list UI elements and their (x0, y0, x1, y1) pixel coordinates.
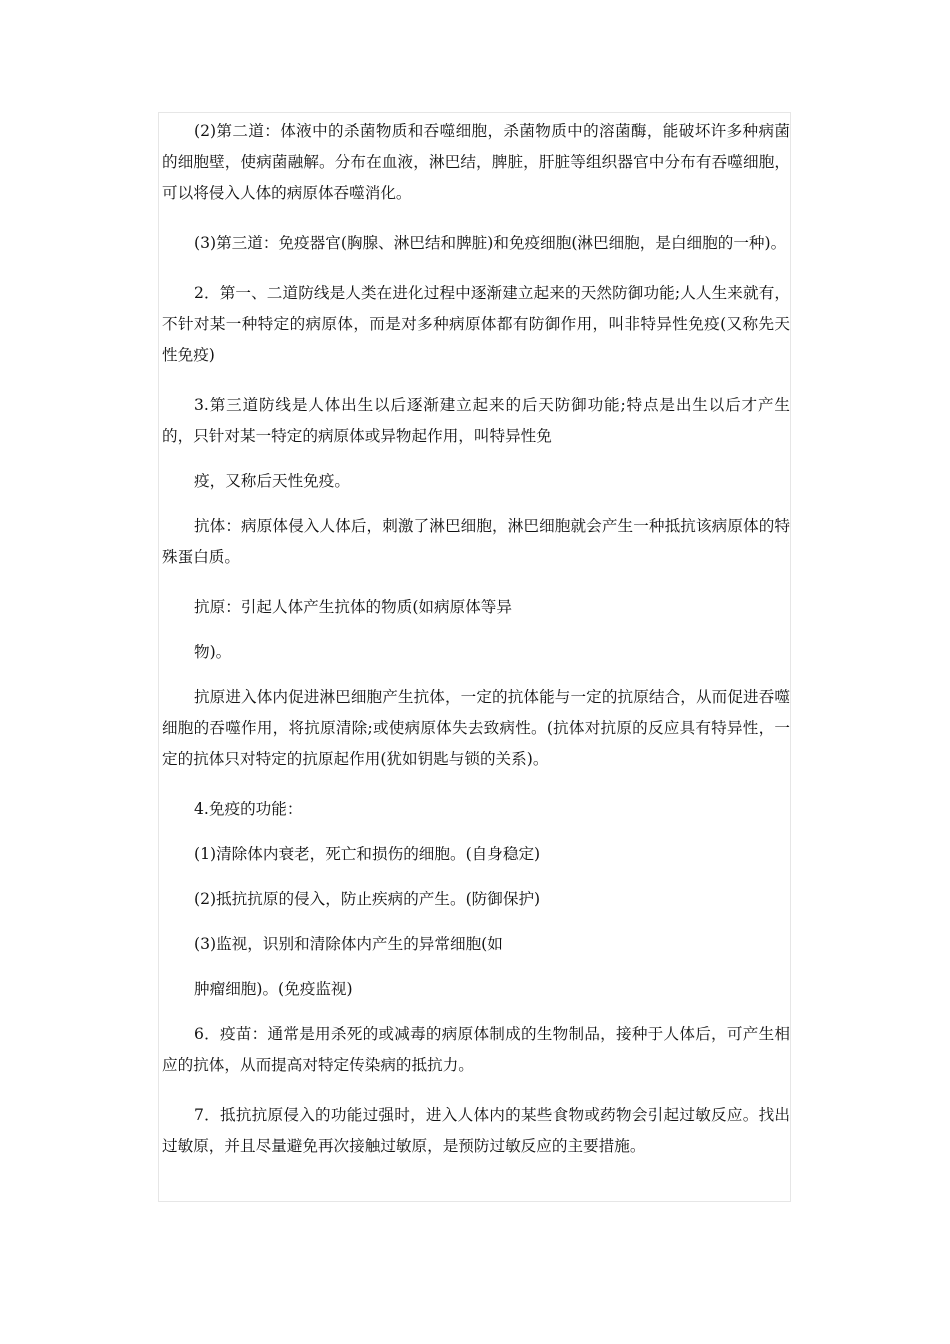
paragraph-antigen: 抗原：引起人体产生抗体的物质(如病原体等异 (194, 598, 512, 616)
paragraph-nonspecific-immunity: 2．第一、二道防线是人类在进化过程中逐渐建立起来的天然防御功能;人人生来就有，不针对某一种特定的病原体，而是对多种病原体都有防御作用，叫非特异性免疫(又称先天性免疫) (162, 284, 790, 364)
paragraph-function-3: (3)监视，识别和清除体内产生的异常细胞(如 (194, 935, 503, 953)
paragraph-specific-immunity-cont: 疫，又称后天性免疫。 (194, 472, 350, 490)
paragraph-function-3-cont: 肿瘤细胞)。(免疫监视) (194, 980, 353, 998)
document-body (162, 116, 790, 1181)
paragraph-antigen-cont: 物)。 (194, 643, 232, 661)
paragraph-antigen-antibody: 抗原进入体内促进淋巴细胞产生抗体，一定的抗体能与一定的抗原结合，从而促进吞噬细胞的吞噬作用，将抗原清除;或使病原体失去致病性。(抗体对抗原的反应具有特异性，一定的抗体只对特定的抗原起作用(犹如钥匙与锁的关系)。 (162, 688, 790, 768)
paragraph-third-defense: (3)第三道：免疫器官(胸腺、淋巴结和脾脏)和免疫细胞(淋巴细胞，是白细胞的一种)。 (194, 234, 787, 252)
paragraph-specific-immunity: 3.第三道防线是人体出生以后逐渐建立起来的后天防御功能;特点是出生以后才产生的，只针对某一特定的病原体或异物起作用，叫特异性免 (162, 396, 790, 445)
paragraph-allergy: 7．抵抗抗原侵入的功能过强时，进入人体内的某些食物或药物会引起过敏反应。找出过敏原，并且尽量避免再次接触过敏原，是预防过敏反应的主要措施。 (162, 1106, 790, 1155)
paragraph-vaccine: 6．疫苗：通常是用杀死的或减毒的病原体制成的生物制品，接种于人体后，可产生相应的抗体，从而提高对特定传染病的抵抗力。 (162, 1025, 790, 1074)
paragraph-antibody: 抗体：病原体侵入人体后，刺激了淋巴细胞，淋巴细胞就会产生一种抵抗该病原体的特殊蛋白质。 (162, 517, 790, 566)
paragraph-function-1: (1)清除体内衰老，死亡和损伤的细胞。(自身稳定) (194, 845, 541, 863)
paragraph-second-defense: (2)第二道：体液中的杀菌物质和吞噬细胞，杀菌物质中的溶菌酶，能破坏许多种病菌的细胞壁，使病菌融解。分布在血液，淋巴结，脾脏，肝脏等组织器官中分布有吞噬细胞，可以将侵入人体的病原体吞噬消化。 (162, 122, 790, 202)
paragraph-immune-functions-heading: 4.免疫的功能： (194, 800, 303, 818)
paragraph-function-2: (2)抵抗抗原的侵入，防止疾病的产生。(防御保护) (194, 890, 541, 908)
